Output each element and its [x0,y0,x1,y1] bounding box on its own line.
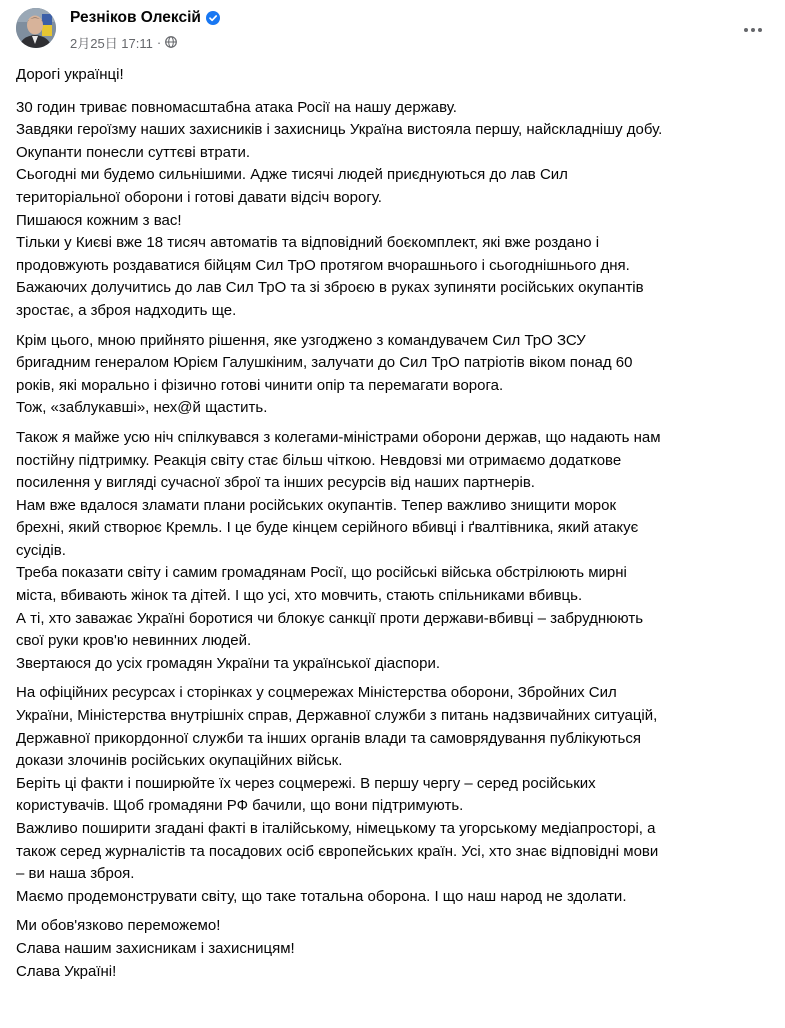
post-text-line: А ті, хто заважає Україні боротися чи блокує санкції проти держави-вбивці – забруднюють [16,609,644,627]
post-text-line: свої руки кров'ю невинних людей. [16,632,252,650]
post-paragraph [16,330,776,420]
post-text-line: Бажаючих долучитись до лав Сил ТрО та зі зброєю в руках зупиняти російських окупантів [16,279,644,297]
post-text-line: Слава нашим захисникам і захисницям! [16,939,295,957]
post-text-line: бригадним генералом Юрієм Галушкіним, залучати до Сил ТрО патріотів віком понад 60 [16,354,633,372]
post-paragraph [16,97,776,323]
author-line [70,8,220,28]
post-paragraph [16,427,776,676]
post-text-line: Крім цього, мною прийнято рішення, яке узгоджено з командувачем Сил ТрО ЗСУ [16,331,586,349]
author-name[interactable]: Резніков Олексій [70,9,201,26]
post-text-line: зростає, а зброя надходить ще. [16,301,237,319]
post-text-line: міста, вбивають жінок та дітей. І що усі, хто мовчить, стають спільниками вбивць. [16,587,583,605]
post-text-line: На офіційних ресурсах і сторінках у соцмережах Міністерства оборони, Збройних Сил [16,684,617,702]
post-text-line: докази злочинів російських окупаційних військ. [16,752,343,770]
post-timestamp[interactable]: 2月25日 17:11 [70,35,153,51]
post-text-line: Окупанти понесли суттєві втрати. [16,143,251,161]
post-text-line: Важливо поширити згадані факті в італійському, німецькому та угорському медіапросторі, а [16,820,656,837]
post-text-line: 30 годин триває повномасштабна атака Росії на нашу державу. [16,98,457,116]
avatar-image [16,8,56,48]
post-text-line: Звертаюся до усіх громадян України та української діаспори. [16,654,441,672]
meta-separator: · [156,34,162,50]
post-paragraph [16,64,776,87]
post-text-line: – ви наша зброя. [16,865,135,883]
post-text-line: посилення у вигляді сучасної зброї та інших ресурсів від наших партнерів. [16,474,535,492]
post-text-line: Слава Україні! [16,962,117,980]
post-text-line: Нам вже вдалося зламати плани російських окупантів. Тепер важливо знищити морок [16,496,617,514]
post-paragraph [16,915,776,983]
post-text [16,64,776,990]
post-text-line: брехні, який створює Кремль. І це буде кінцем серійного вбивці і ґвалтівника, який атакує [16,519,639,537]
post-text-line: користувачів. Щоб громадяни РФ бачили, що вони підтримують. [16,797,464,815]
globe-icon[interactable] [165,36,177,48]
post-text-line: Державної прикордонної служби та інших органів влади та самоврядування публікуються [16,729,641,747]
post-text-line: Беріть ці факти і поширюйте їх через соцмережі. В першу чергу – серед російських [16,774,596,792]
post-text-line: сусідів. [16,541,66,559]
author-avatar[interactable] [16,8,56,48]
post-text-line: територіальної оборони і готові давати відсіч ворогу. [16,188,382,206]
post-header [0,0,785,62]
post-text-line: також серед журналістів та посадових осіб європейських країн. Усі, хто знає відповідні мови [16,842,659,860]
post-text-line: Треба показати світу і самим громадянам Росії, що російські війська обстрілюють мирні [16,564,627,582]
post-text-line: Дорогі українці! [16,66,124,83]
post-text-line: Тільки у Києві вже 18 тисяч автоматів та відповідний боєкомплект, які вже роздано і [16,234,600,252]
verified-badge-icon [206,11,220,25]
post-meta [70,33,177,51]
post-text-line: Сьогодні ми будемо сильнішими. Адже тисячі людей приєднуються до лав Сил [16,166,568,184]
more-options-icon [743,27,763,33]
post-text-line: Маємо продемонструвати світу, що таке тотальна оборона. І що наш народ не здолати. [16,887,627,905]
post-text-line: Ми обов'язково переможемо! [16,917,221,935]
post-text-line: України, Міністерства внутрішніх справ, Державної служби з питань надзвичайних ситуацій, [16,707,658,725]
post-text-line: років, які морально і фізично готові чинити опір та перемагати ворога. [16,376,504,394]
post-text-line: Також я майже усю ніч спілкувався з колегами-міністрами оборони держав, що надають нам [16,428,661,446]
post-text-line: Тож, «заблукавші», нех@й щастить. [16,399,268,417]
post-text-line: Пишаюся кожним з вас! [16,211,182,229]
post-text-line: постійну підтримку. Реакція світу стає більш чіткою. Невдовзі ми отримаємо додаткове [16,451,622,469]
more-options-button[interactable] [735,16,771,44]
post-text-line: Завдяки героїзму наших захисників і захисниць Україна вистояла першу, найскладнішу добу. [16,121,663,139]
post-paragraph [16,682,776,908]
post-text-line: продовжують роздаватися бійцям Сил ТрО протягом вчорашнього і сьогоднішнього дня. [16,256,630,274]
